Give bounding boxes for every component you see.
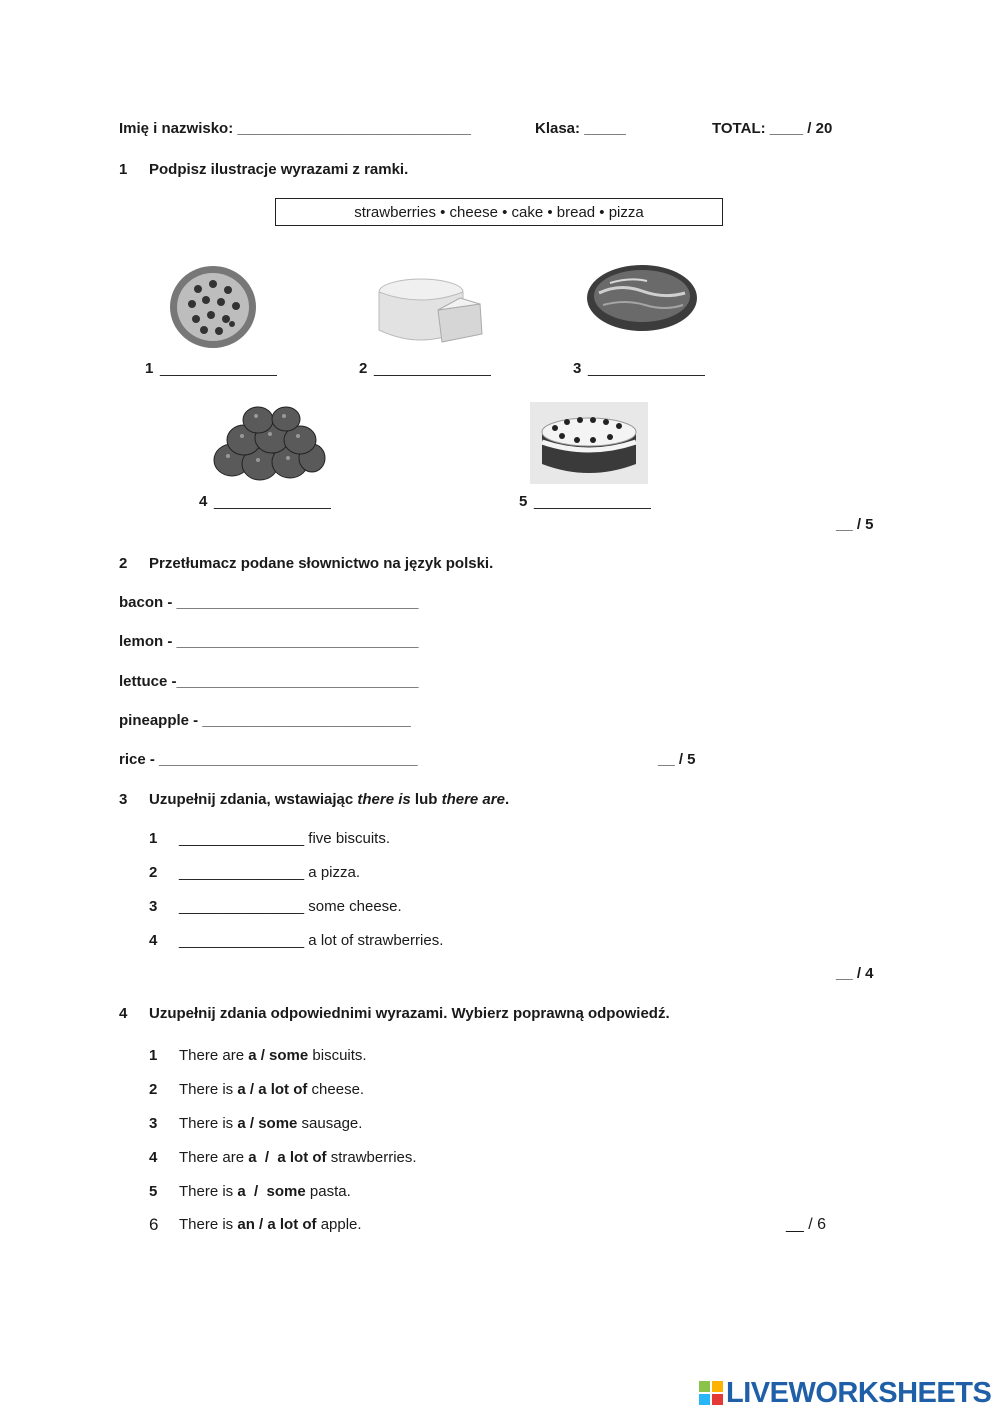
ex2-item-bacon[interactable]: bacon - _____________________________ <box>119 594 419 611</box>
ex4-item-6-number: 6 <box>149 1215 159 1234</box>
ex2-item-lettuce[interactable]: lettuce -_____________________________ <box>119 673 419 690</box>
liveworksheets-logo <box>698 1376 991 1410</box>
ex3-item-1: _______________ five biscuits. <box>179 830 391 847</box>
ex4-score: __ / 6 <box>786 1216 827 1233</box>
liveworksheets-logo-text: LIVEWORKSHEETS <box>726 1376 992 1409</box>
ex3-item-2-blank[interactable]: _______________ <box>179 864 305 881</box>
pizza-icon <box>168 264 258 350</box>
cheese-icon <box>376 276 486 346</box>
ex4-item-3-number: 3 <box>149 1115 158 1132</box>
ex1-item-4-blank[interactable]: ______________ <box>214 493 331 510</box>
ex2-item-rice[interactable]: rice - _______________________________ <box>119 751 418 768</box>
ex1-title: Podpisz ilustracje wyrazami z ramki. <box>149 161 409 178</box>
ex2-title: Przetłumacz podane słownictwo na język polski. <box>149 555 494 572</box>
ex2-score: __ / 5 <box>658 751 696 768</box>
ex3-item-3: _______________ some cheese. <box>179 898 402 915</box>
total-score-label: TOTAL: ____ / 20 <box>712 120 833 137</box>
ex4-item-5-number: 5 <box>149 1183 158 1200</box>
ex1-item-2-number: 2 <box>359 360 368 377</box>
word-box: strawberries • cheese • cake • bread • pizza <box>275 198 723 226</box>
ex3-item-2: _______________ a pizza. <box>179 864 361 881</box>
ex4-item-4-number: 4 <box>149 1149 158 1166</box>
strawberries-icon <box>208 404 326 482</box>
ex4-item-3-choice[interactable]: a / some <box>237 1115 298 1132</box>
ex1-item-2-blank[interactable]: ______________ <box>374 360 491 377</box>
ex4-item-4-choice[interactable]: a / a lot of <box>248 1149 327 1166</box>
ex3-item-3-blank[interactable]: _______________ <box>179 898 305 915</box>
ex3-title: Uzupełnij zdania, wstawiając there is lub there are. <box>149 791 510 808</box>
ex1-item-5-blank[interactable]: ______________ <box>534 493 651 510</box>
ex2-item-pineapple[interactable]: pineapple - _________________________ <box>119 712 411 729</box>
ex1-item-5-number: 5 <box>519 493 528 510</box>
ex4-item-2-number: 2 <box>149 1081 158 1098</box>
ex4-item-4: There are a / a lot of strawberries. <box>179 1149 417 1166</box>
ex4-title: Uzupełnij zdania odpowiednimi wyrazami. Wybierz poprawną odpowiedź. <box>149 1005 670 1022</box>
ex1-item-1-blank[interactable]: ______________ <box>160 360 277 377</box>
ex3-score: __ / 4 <box>836 965 874 982</box>
bread-icon <box>585 263 699 333</box>
ex3-item-1-blank[interactable]: _______________ <box>179 830 305 847</box>
ex4-number: 4 <box>119 1005 128 1022</box>
ex4-item-2-choice[interactable]: a / a lot of <box>237 1081 308 1098</box>
ex1-item-4-number: 4 <box>199 493 208 510</box>
cake-icon <box>530 402 648 484</box>
ex1-item-3-blank[interactable]: ______________ <box>588 360 705 377</box>
ex4-item-1-number: 1 <box>149 1047 158 1064</box>
ex2-item-lemon[interactable]: lemon - _____________________________ <box>119 633 419 650</box>
liveworksheets-logo-icon <box>698 1380 724 1406</box>
ex3-item-4-blank[interactable]: _______________ <box>179 932 305 949</box>
ex3-item-1-number: 1 <box>149 830 158 847</box>
ex4-item-6: There is an / a lot of apple. <box>179 1216 362 1233</box>
ex4-item-2: There is a / a lot of cheese. <box>179 1081 365 1098</box>
ex1-score: __ / 5 <box>836 516 874 533</box>
ex4-item-1-choice[interactable]: a / some <box>248 1047 309 1064</box>
ex4-item-5: There is a / some pasta. <box>179 1183 351 1200</box>
ex1-item-1-number: 1 <box>145 360 154 377</box>
class-field-label: Klasa: _____ <box>535 120 626 137</box>
ex3-item-4-number: 4 <box>149 932 158 949</box>
ex4-item-6-choice[interactable]: an / a lot of <box>237 1216 317 1233</box>
ex3-item-3-number: 3 <box>149 898 158 915</box>
ex3-item-4: _______________ a lot of strawberries. <box>179 932 444 949</box>
ex1-number: 1 <box>119 161 128 178</box>
name-field-label: Imię i nazwisko: ____________________________ <box>119 120 471 137</box>
ex4-item-3: There is a / some sausage. <box>179 1115 363 1132</box>
ex1-item-3-number: 3 <box>573 360 582 377</box>
ex3-number: 3 <box>119 791 128 808</box>
ex2-number: 2 <box>119 555 128 572</box>
ex4-item-1: There are a / some biscuits. <box>179 1047 367 1064</box>
ex4-item-5-choice[interactable]: a / some <box>237 1183 306 1200</box>
ex3-item-2-number: 2 <box>149 864 158 881</box>
